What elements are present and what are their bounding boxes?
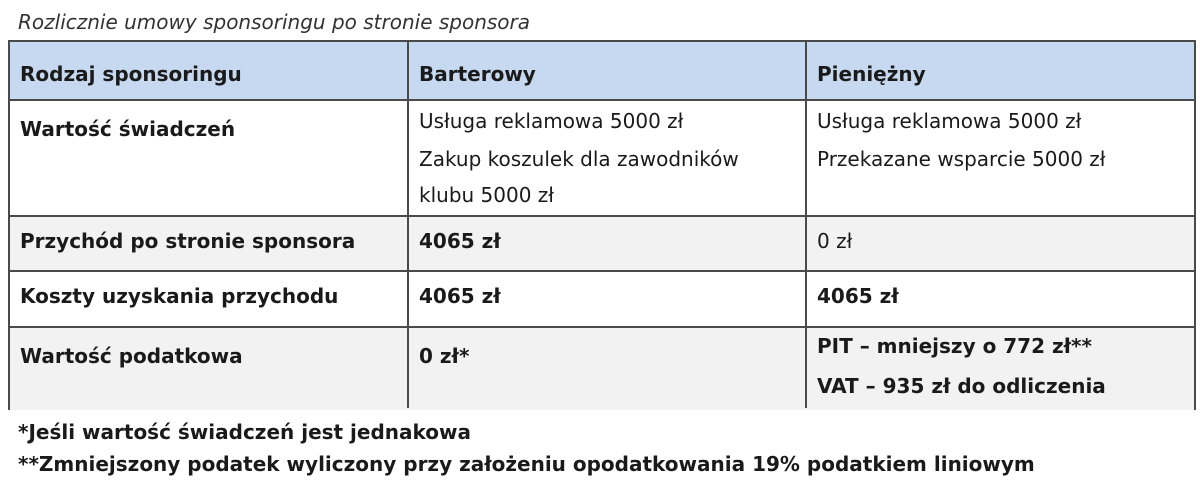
table-header-row xyxy=(10,42,1194,99)
header-barter: Barterowy xyxy=(407,42,805,99)
sponsorship-table xyxy=(8,40,1196,410)
cash-benefits xyxy=(805,101,1194,215)
row-label-text: Wartość świadczeń xyxy=(20,117,236,141)
barter-benefit-line: klubu 5000 zł xyxy=(419,183,554,207)
barter-tax-value: 0 zł* xyxy=(407,328,805,408)
header-cash: Pieniężny xyxy=(805,42,1194,99)
row-label: Wartość podatkowa xyxy=(20,344,243,368)
cash-benefit-line: Przekazane wsparcie 5000 zł xyxy=(817,147,1106,171)
cash-tax-value xyxy=(805,328,1194,408)
cash-tax-line: PIT – mniejszy o 772 zł** xyxy=(817,334,1092,358)
barter-costs: 4065 zł xyxy=(407,272,805,326)
footnote: *Jeśli wartość świadczeń jest jednakowa xyxy=(18,420,472,444)
barter-benefit-line: Zakup koszulek dla zawodników xyxy=(419,147,739,171)
row-label xyxy=(10,101,407,215)
table-row-sponsor-revenue xyxy=(10,215,1194,272)
table-row-tax-value xyxy=(10,326,1194,410)
header-type: Rodzaj sponsoringu xyxy=(20,62,242,86)
barter-revenue: 4065 zł xyxy=(407,217,805,270)
row-label: Koszty uzyskania przychodu xyxy=(20,284,339,308)
cash-tax-line: VAT – 935 zł do odliczenia xyxy=(817,374,1106,398)
cash-revenue: 0 zł xyxy=(805,217,1194,270)
cash-benefit-line: Usługa reklamowa 5000 zł xyxy=(817,109,1082,133)
barter-benefits xyxy=(407,101,805,215)
table-caption: Rozlicznie umowy sponsoringu po stronie sponsora xyxy=(18,10,531,34)
cash-costs: 4065 zł xyxy=(805,272,1194,326)
footnote: **Zmniejszony podatek wyliczony przy założeniu opodatkowania 19% podatkiem liniowym xyxy=(18,452,1035,476)
row-label: Przychód po stronie sponsora xyxy=(20,229,356,253)
table-row-benefits-value xyxy=(10,99,1194,217)
barter-benefit-line: Usługa reklamowa 5000 zł xyxy=(419,109,684,133)
table-row-costs xyxy=(10,270,1194,328)
